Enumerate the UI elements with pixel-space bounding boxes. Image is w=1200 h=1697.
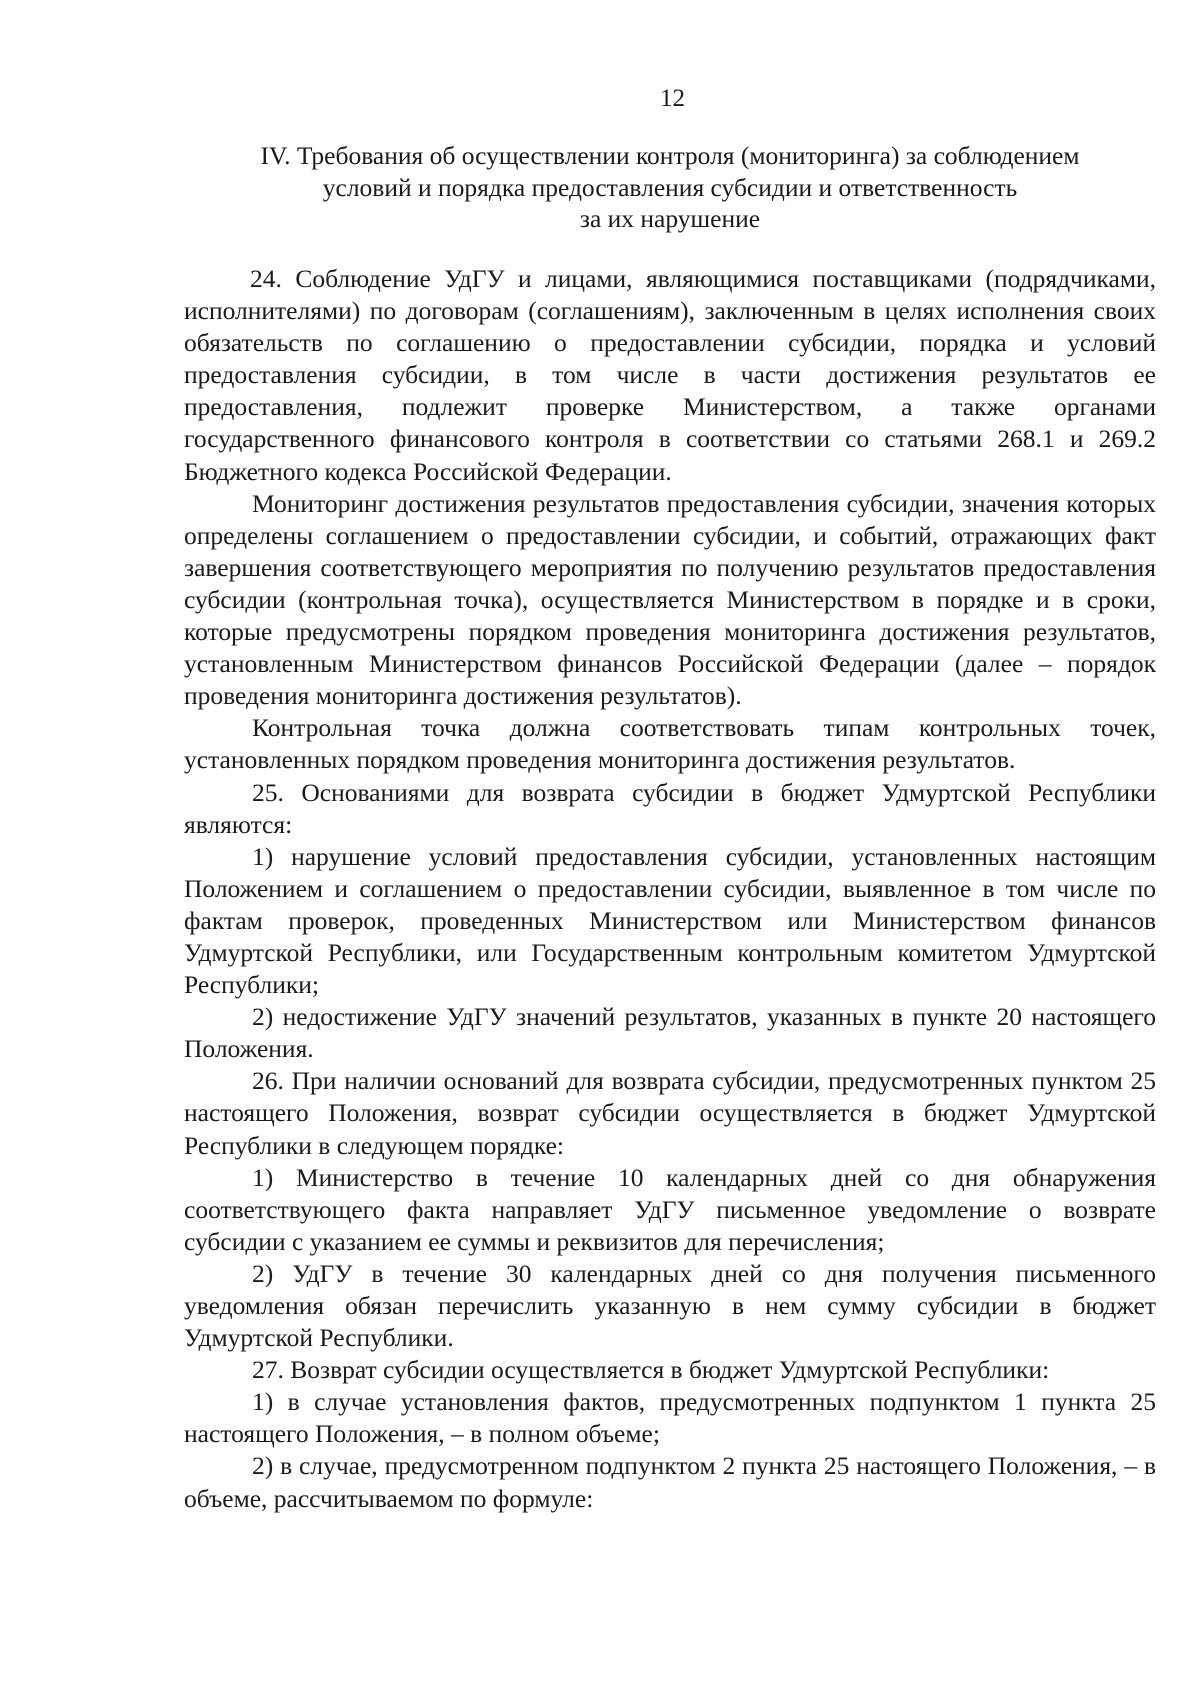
heading-line: IV. Требования об осуществлении контроля (мониторинга) за соблюдением [260, 141, 1080, 170]
heading-line: за их нарушение [579, 204, 761, 233]
paragraph-24: 24. Соблюдение УдГУ и лицами, являющимися поставщиками (подрядчиками, исполнителями) по договорам (соглашениям), заключенным в целях исполнения своих обязательств по соглашению о предоставлении субсидии, порядка и условий предоставления субсидии, в том числе в части достижения результатов ее предоставления, подлежит проверке Министерством, а также органами государственного финансового контроля в соответствии со статьями 268.1 и 269.2 Бюджетного кодекса Российской Федерации. [184, 264, 1156, 486]
paragraph-26: 26. При наличии оснований для возврата субсидии, предусмотренных пунктом 25 настоящего Положения, возврат субсидии осуществляется в бюджет Удмуртской Республики в следующем порядке: [184, 1066, 1156, 1160]
paragraph-26-item-2: 2) УдГУ в течение 30 календарных дней со дня получения письменного уведомления обязан перечислить указанную в нем сумму субсидии в бюджет Удмуртской Республики. [184, 1258, 1156, 1353]
heading-line: условий и порядка предоставления субсидии и ответственность [322, 172, 1018, 202]
paragraph-25-item-2: 2) недостижение УдГУ значений результатов, указанных в пункте 20 настоящего Положения. [184, 1002, 1156, 1064]
paragraph-25: 25. Основаниями для возврата субсидии в бюджет Удмуртской Республики являются: [184, 777, 1156, 839]
paragraph-26-item-1: 1) Министерство в течение 10 календарных дней со дня обнаружения соответствующего факта направляет УдГУ письменное уведомление о возврате субсидии с указанием ее суммы и реквизитов для перечисления; [184, 1162, 1156, 1256]
paragraph-27-item-1: 1) в случае установления фактов, предусмотренных подпунктом 1 пункта 25 настоящего Положения, – в полном объеме; [184, 1387, 1156, 1449]
paragraph-monitoring: Мониторинг достижения результатов предоставления субсидии, значения которых определены соглашением о предоставлении субсидии, и событий, отражающих факт завершения соответствующего мероприятия по получению результатов предоставления субсидии (контрольная точка), осуществляется Министерством в порядке и в сроки, которые предусмотрены порядком проведения мониторинга достижения результатов, установленным Министерством финансов Российской Федерации (далее – порядок проведения мониторинга достижения результатов). [184, 488, 1156, 711]
page-number: 12 [660, 85, 685, 112]
section-heading [190, 140, 1150, 235]
paragraph-27-item-2: 2) в случае, предусмотренном подпунктом 2 пункта 25 настоящего Положения, – в объеме, рассчитываемом по формуле: [184, 1451, 1156, 1513]
paragraph-25-item-1: 1) нарушение условий предоставления субсидии, установленных настоящим Положением и соглашением о предоставлении субсидии, выявленное в том числе по фактам проверок, проведенных Министерством или Министерством финансов Удмуртской Республики, или Государственным контрольным комитетом Удмуртской Республики; [184, 841, 1156, 1000]
document-body [184, 263, 1156, 1515]
paragraph-control-point: Контрольная точка должна соответствовать типам контрольных точек, установленных порядком проведения мониторинга достижения результатов. [184, 713, 1156, 775]
paragraph-27: 27. Возврат субсидии осуществляется в бюджет Удмуртской Республики: [252, 1355, 1050, 1385]
